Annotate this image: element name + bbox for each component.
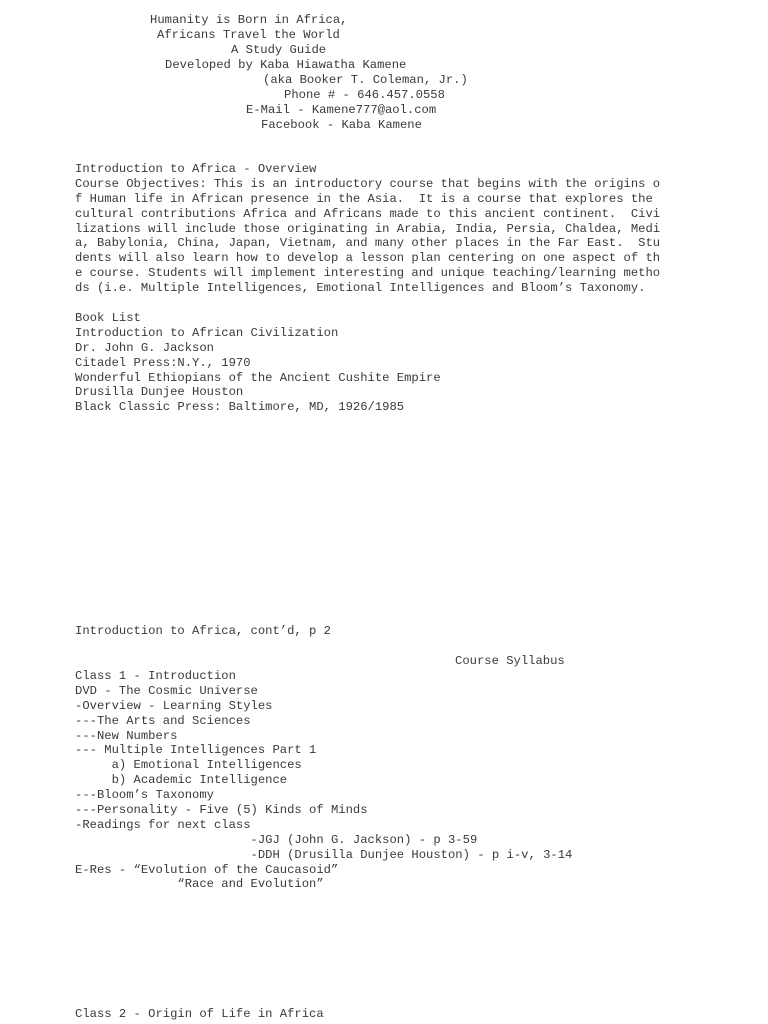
syllabus-line: a) Emotional Intelligences <box>75 758 302 773</box>
guide-subtitle: A Study Guide <box>231 43 327 57</box>
overview-title: Introduction to Africa - Overview <box>75 162 317 176</box>
course-syllabus-label: Course Syllabus <box>455 654 565 668</box>
reading-line: -DDH (Drusilla Dunjee Houston) - p i-v, 3-14 <box>75 847 573 862</box>
syllabus-line: ---Bloom’s Taxonomy <box>75 788 214 803</box>
overview-section <box>75 162 660 296</box>
overview-text-line: f Human life in African presence in the Asia. It is a course that explores the <box>75 191 653 206</box>
syllabus-line: -Overview - Learning Styles <box>75 698 273 713</box>
overview-text-line: lizations will include those originating in Arabia, India, Persia, Chaldea, Medi <box>75 221 661 236</box>
book-list-line: Dr. John G. Jackson <box>75 340 214 355</box>
facebook-line: Facebook - Kaba Kamene <box>261 118 422 132</box>
overview-text-line: cultural contributions Africa and Africans made to this ancient continent. Civi <box>75 206 661 221</box>
overview-text-line: Course Objectives: This is an introductory course that begins with the origins o <box>75 176 661 191</box>
syllabus-line: ---The Arts and Sciences <box>75 713 251 728</box>
syllabus-line: DVD - The Cosmic Universe <box>75 683 258 698</box>
syllabus-line: -Readings for next class <box>75 817 251 832</box>
class-1-title: Class 1 - Introduction <box>75 669 236 683</box>
phone-line: Phone # - 646.457.0558 <box>284 88 445 102</box>
author-aka-line: (aka Booker T. Coleman, Jr.) <box>263 73 468 87</box>
author-line: Developed by Kaba Hiawatha Kamene <box>165 58 407 72</box>
overview-text-line: dents will also learn how to develop a lesson plan centering on one aspect of th <box>75 251 661 266</box>
guide-title-line-1: Humanity is Born in Africa, <box>150 13 348 27</box>
overview-text-line: e course. Students will implement interesting and unique teaching/learning metho <box>75 266 661 281</box>
book-list-section <box>75 311 441 415</box>
book-list-line: Introduction to African Civilization <box>75 325 339 340</box>
e-res-line: “Race and Evolution” <box>75 877 324 892</box>
book-list-line: Citadel Press:N.Y., 1970 <box>75 355 251 370</box>
reading-line: -JGJ (John G. Jackson) - p 3-59 <box>75 832 478 847</box>
syllabus-line: ---Personality - Five (5) Kinds of Minds <box>75 803 368 818</box>
email-line: E-Mail - Kamene777@aol.com <box>246 103 437 117</box>
book-list-line: Drusilla Dunjee Houston <box>75 385 244 400</box>
page-2-heading: Introduction to Africa, cont’d, p 2 <box>75 624 331 638</box>
syllabus-line: ---New Numbers <box>75 728 178 743</box>
overview-text-line: ds (i.e. Multiple Intelligences, Emotional Intelligences and Bloom’s Taxonomy. <box>75 281 646 296</box>
overview-text-line: a, Babylonia, China, Japan, Vietnam, and many other places in the Far East. Stu <box>75 236 661 251</box>
book-list-line: Black Classic Press: Baltimore, MD, 1926/1985 <box>75 400 405 415</box>
e-res-line: E-Res - “Evolution of the Caucasoid” <box>75 862 339 877</box>
book-list-title: Book List <box>75 311 141 325</box>
book-list-line: Wonderful Ethiopians of the Ancient Cushite Empire <box>75 370 441 385</box>
class-1-section <box>75 669 572 892</box>
class-2-title: Class 2 - Origin of Life in Africa <box>75 1007 324 1021</box>
syllabus-line: b) Academic Intelligence <box>75 773 288 788</box>
guide-title-line-2: Africans Travel the World <box>157 28 340 42</box>
syllabus-line: --- Multiple Intelligences Part 1 <box>75 743 317 758</box>
